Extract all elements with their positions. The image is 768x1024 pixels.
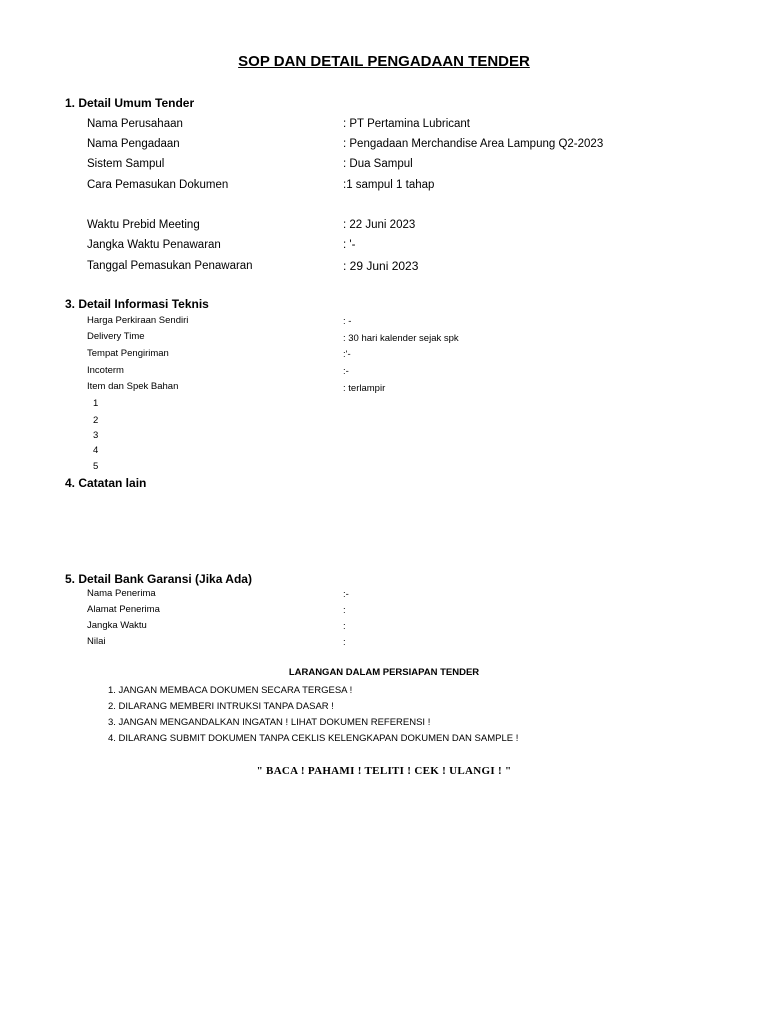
value-nama-penerima: :- xyxy=(343,589,349,600)
label-waktu-prebid: Waktu Prebid Meeting xyxy=(87,219,200,231)
section-4-heading: 4. Catatan lain xyxy=(65,476,147,490)
larangan-item: 4. DILARANG SUBMIT DOKUMEN TANPA CEKLIS KELENGKAPAN DOKUMEN DAN SAMPLE ! xyxy=(108,733,519,744)
label-incoterm: Incoterm xyxy=(87,365,124,376)
value-tempat-pengiriman: :'- xyxy=(343,349,351,360)
value-cara-pemasukan: :1 sampul 1 tahap xyxy=(343,179,435,191)
motto: " BACA ! PAHAMI ! TELITI ! CEK ! ULANGI ! " xyxy=(256,765,512,777)
label-item-spek: Item dan Spek Bahan xyxy=(87,381,179,392)
label-nama-perusahaan: Nama Perusahaan xyxy=(87,118,183,130)
label-sistem-sampul: Sistem Sampul xyxy=(87,158,165,170)
label-nilai: Nilai xyxy=(87,636,106,647)
value-jangka-waktu-penawaran: : '- xyxy=(343,239,356,251)
label-alamat-penerima: Alamat Penerima xyxy=(87,604,160,615)
item-number: 1 xyxy=(93,398,99,409)
label-tanggal-pemasukan: Tanggal Pemasukan Penawaran xyxy=(87,260,253,272)
label-nama-penerima: Nama Penerima xyxy=(87,588,156,599)
value-harga-perkiraan: : - xyxy=(343,316,352,327)
larangan-item: 3. JANGAN MENGANDALKAN INGATAN ! LIHAT DOKUMEN REFERENSI ! xyxy=(108,717,431,728)
value-nama-perusahaan: : PT Pertamina Lubricant xyxy=(343,118,470,130)
value-delivery-time: : 30 hari kalender sejak spk xyxy=(343,333,459,344)
larangan-title: LARANGAN DALAM PERSIAPAN TENDER xyxy=(288,667,480,678)
section-3-heading: 3. Detail Informasi Teknis xyxy=(65,297,209,311)
value-tanggal-pemasukan: : 29 Juni 2023 xyxy=(343,259,419,273)
value-incoterm: :- xyxy=(343,366,349,377)
section-5-heading: 5. Detail Bank Garansi (Jika Ada) xyxy=(65,572,252,586)
label-nama-pengadaan: Nama Pengadaan xyxy=(87,138,180,150)
item-number: 5 xyxy=(93,461,99,472)
label-tempat-pengiriman: Tempat Pengiriman xyxy=(87,348,169,359)
label-jangka-waktu-penawaran: Jangka Waktu Penawaran xyxy=(87,239,221,251)
item-number: 2 xyxy=(93,415,99,426)
larangan-item: 1. JANGAN MEMBACA DOKUMEN SECARA TERGESA ! xyxy=(108,685,353,696)
page-title: SOP DAN DETAIL PENGADAAN TENDER xyxy=(238,53,530,70)
value-nilai: : xyxy=(343,637,346,648)
label-jangka-waktu: Jangka Waktu xyxy=(87,620,147,631)
value-jangka-waktu: : xyxy=(343,621,346,632)
value-waktu-prebid: : 22 Juni 2023 xyxy=(343,219,416,231)
value-sistem-sampul: : Dua Sampul xyxy=(343,158,413,170)
label-delivery-time: Delivery Time xyxy=(87,331,145,342)
value-item-spek: : terlampir xyxy=(343,383,386,394)
value-alamat-penerima: : xyxy=(343,605,346,616)
item-number: 4 xyxy=(93,445,99,456)
item-number: 3 xyxy=(93,430,99,441)
larangan-item: 2. DILARANG MEMBERI INTRUKSI TANPA DASAR ! xyxy=(108,701,334,712)
section-1-heading: 1. Detail Umum Tender xyxy=(65,96,195,110)
value-nama-pengadaan: : Pengadaan Merchandise Area Lampung Q2-2023 xyxy=(343,138,604,150)
label-harga-perkiraan: Harga Perkiraan Sendiri xyxy=(87,315,189,326)
label-cara-pemasukan: Cara Pemasukan Dokumen xyxy=(87,179,229,191)
